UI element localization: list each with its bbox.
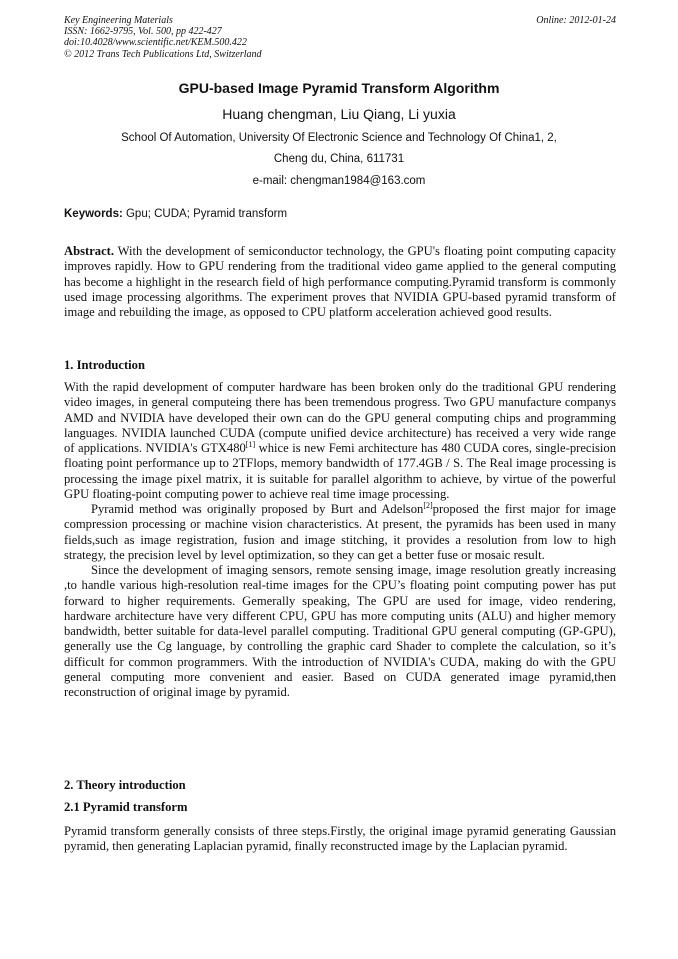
- abstract: [64, 244, 616, 320]
- copyright-line: © 2012 Trans Tech Publications Ltd, Switzerland: [64, 48, 262, 60]
- paper-title: GPU-based Image Pyramid Transform Algorithm: [178, 80, 500, 96]
- author-list: Huang chengman, Liu Qiang, Li yuxia: [222, 106, 456, 122]
- citation-ref-2: [2]: [423, 501, 433, 510]
- intro-paragraph-2: Pyramid method was originally proposed by Burt and Adelson[2]proposed the first major for image compression processing or machine vision characteristics. At present, the pyramids has been used in many fields,such as image registration, fusion and image stitching, it provides a resolution from low to high strategy, the precision level by level optimization, so they can get a better fuse or mosaic result.: [64, 501, 616, 562]
- journal-name: Key Engineering Materials: [64, 15, 173, 26]
- keywords-text: Gpu; CUDA; Pyramid transform: [122, 208, 288, 220]
- doi-line: doi:10.4028/www.scientific.net/KEM.500.422: [64, 37, 247, 49]
- introduction-body: [64, 380, 616, 700]
- affiliation-line-2: Cheng du, China, 611731: [273, 153, 405, 165]
- citation-ref-1: [1]: [245, 440, 256, 449]
- keywords: [64, 208, 616, 220]
- pyramid-body: [64, 824, 616, 855]
- subsection-heading-pyramid: 2.1 Pyramid transform: [64, 800, 188, 814]
- journal-header: [64, 15, 616, 60]
- issn-line: ISSN: 1662-9795, Vol. 500, pp 422-427: [64, 26, 222, 38]
- abstract-label: Abstract.: [64, 244, 115, 258]
- affiliation-line-1: School Of Automation, University Of Electronic Science and Technology Of China1, 2,: [121, 132, 557, 144]
- email-line: e-mail: chengman1984@163.com: [252, 175, 426, 187]
- section-heading-theory: 2. Theory introduction: [64, 778, 186, 792]
- intro-paragraph-1: With the rapid development of computer hardware has been broken only do the traditional GPU rendering video images, in general computeing there has been tremendous progress. Two GPU manufacture companys AMD and NVIDIA have developed their own can do the GPU general computing chips and programming languages. NVIDIA launched CUDA (compute unified device architecture) has received a very wide range of applications. NVIDIA's GTX480[1] whice is new Femi architecture has 480 CUDA cores, single-precision floating point performance up to 2TFlops, memory bandwidth of 177.4GB / S. The Real image processing is processing the image pixel matrix, it is suitable for parallel algorithm to achieve, by virtue of the powerful GPU floating-point computing power to achieve real time image processing.: [64, 380, 616, 501]
- section-heading-introduction: 1. Introduction: [64, 358, 145, 372]
- keywords-label: Keywords:: [64, 208, 123, 220]
- pyramid-paragraph-1: Pyramid transform generally consists of three steps.Firstly, the original image pyramid generating Gaussian pyramid, then generating Laplacian pyramid, finally reconstructed image by the Laplacian pyramid.: [64, 824, 616, 854]
- intro-paragraph-3: Since the development of imaging sensors, remote sensing image, image resolution greatly increasing ,to handle various high-resolution real-time images for the CPU’s floating point computing power has put forward to higher requirements. Gemerally speaking, The GPU are used for image, video rendering, hardware architecture have very different CPU, GPU has more computing units (ALU) and higher memory bandwidth, better suitable for data-level parallel computing. Traditional GPU general computing (GP-GPU), generally use the Cg language, by controlling the graphic card Shader to complete the calculation, so it’s difficult for common programmers. With the introduction of NVIDIA's CUDA, making do with the GPU general computing more convenient and easier. Based on CUDA generated image pyramid,then reconstruction of original image by pyramid.: [64, 563, 616, 699]
- online-date: Online: 2012-01-24: [536, 15, 616, 26]
- abstract-text: With the development of semiconductor technology, the GPU's floating point computing capacity improves rapidly. How to GPU rendering from the traditional video game applied to the general computing has become a highlight in the research field of high performance computing.Pyramid transform is commonly used image processing algorithms. The experiment proves that NVIDIA GPU-based pyramid transform of image and rebuilding the image, as opposed to CPU platform acceleration achieved good results.: [64, 244, 616, 319]
